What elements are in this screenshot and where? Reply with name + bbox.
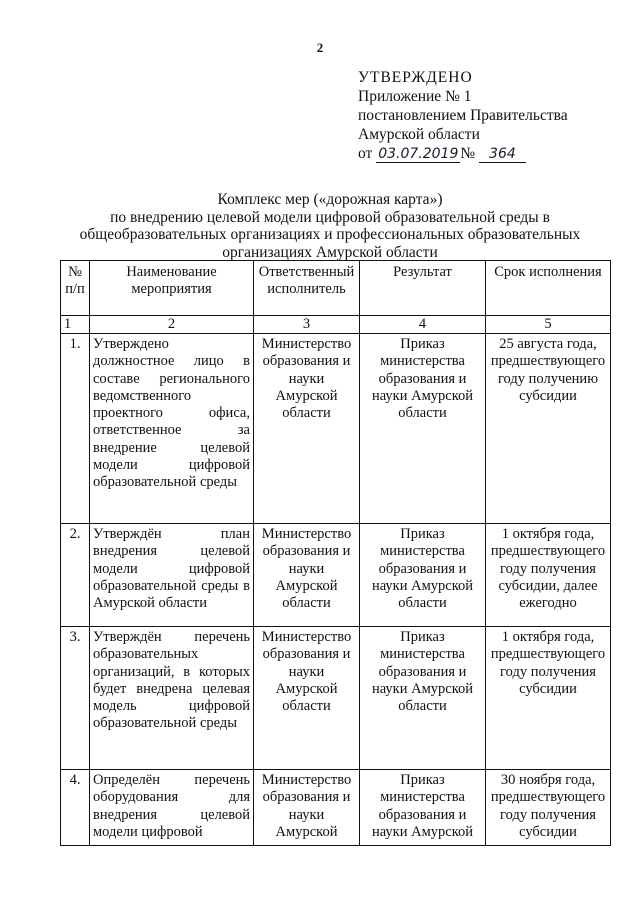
row-event: Утверждено должностное лицо в составе регионального ведомственного проектного офиса, ответственное за внедрение целевой модели цифровой образовательной среды: [90, 334, 254, 524]
title-line-2: по внедрению целевой модели цифровой образовательной среды в: [110, 208, 550, 226]
number-prefix: №: [460, 145, 476, 162]
row-result: Приказ министерства образования и науки Амурской области: [360, 627, 486, 770]
header-event: Наименование мероприятия: [90, 261, 254, 316]
resolution-label: постановлением Правительства: [358, 107, 568, 124]
row-result: Приказ министерства образования и науки Амурской области: [360, 524, 486, 627]
column-number-row: [61, 316, 611, 334]
approved-heading: УТВЕРЖДЕНО: [358, 69, 473, 86]
approval-block: [358, 68, 628, 163]
date-prefix: от: [358, 145, 373, 162]
row-executor: Министерство образования и науки Амурской области: [254, 334, 360, 524]
title-line-4: организациях Амурской области: [222, 243, 438, 261]
column-number: 4: [360, 316, 486, 334]
column-number: 2: [90, 316, 254, 334]
table-row: [61, 524, 611, 627]
handwritten-date: 03.07.2019: [378, 146, 459, 162]
row-deadline: 25 августа года, предшествующего году получению субсидии: [486, 334, 611, 524]
row-event: Определён перечень оборудования для внедрения целевой модели цифровой: [90, 770, 254, 846]
document-title: [60, 191, 600, 261]
row-result: Приказ министерства образования и науки Амурской области: [360, 334, 486, 524]
handwritten-number: 364: [479, 146, 526, 163]
page-number: 2: [316, 40, 324, 55]
table-row: [61, 334, 611, 524]
column-number: 1: [61, 316, 90, 334]
header-number: № п/п: [61, 261, 90, 316]
header-result: Результат: [360, 261, 486, 316]
table-row: [61, 627, 611, 770]
row-number: 1.: [61, 334, 90, 524]
header-deadline: Срок исполнения: [486, 261, 611, 316]
row-result: Приказ министерства образования и науки Амурской: [360, 770, 486, 846]
row-number: 3.: [61, 627, 90, 770]
column-number: 5: [486, 316, 611, 334]
row-event: Утверждён перечень образовательных организаций, в которых будет внедрена целевая модель цифровой образовательной среды: [90, 627, 254, 770]
appendix-label: Приложение № 1: [358, 88, 472, 105]
row-deadline: 1 октября года, предшествующего году получения субсидии, далее ежегодно: [486, 524, 611, 627]
region-label: Амурской области: [358, 126, 480, 143]
row-executor: Министерство образования и науки Амурской: [254, 770, 360, 846]
row-event: Утверждён план внедрения целевой модели цифровой образовательной среды в Амурской области: [90, 524, 254, 627]
title-line-3: общеобразовательных организациях и профессиональных образовательных: [79, 226, 581, 243]
row-number: 2.: [61, 524, 90, 627]
row-deadline: 1 октября года, предшествующего году получения субсидии: [486, 627, 611, 770]
row-deadline: 30 ноября года, предшествующего году получения субсидии: [486, 770, 611, 846]
row-executor: Министерство образования и науки Амурской области: [254, 627, 360, 770]
row-executor: Министерство образования и науки Амурской области: [254, 524, 360, 627]
column-number: 3: [254, 316, 360, 334]
header-executor: Ответственный исполнитель: [254, 261, 360, 316]
row-number: 4.: [61, 770, 90, 846]
roadmap-table: [60, 260, 611, 846]
date-number-line: [358, 144, 628, 163]
table-row: [61, 770, 611, 846]
table-header-row: [61, 261, 611, 316]
title-line-1: Комплекс мер («дорожная карта»): [217, 191, 443, 208]
